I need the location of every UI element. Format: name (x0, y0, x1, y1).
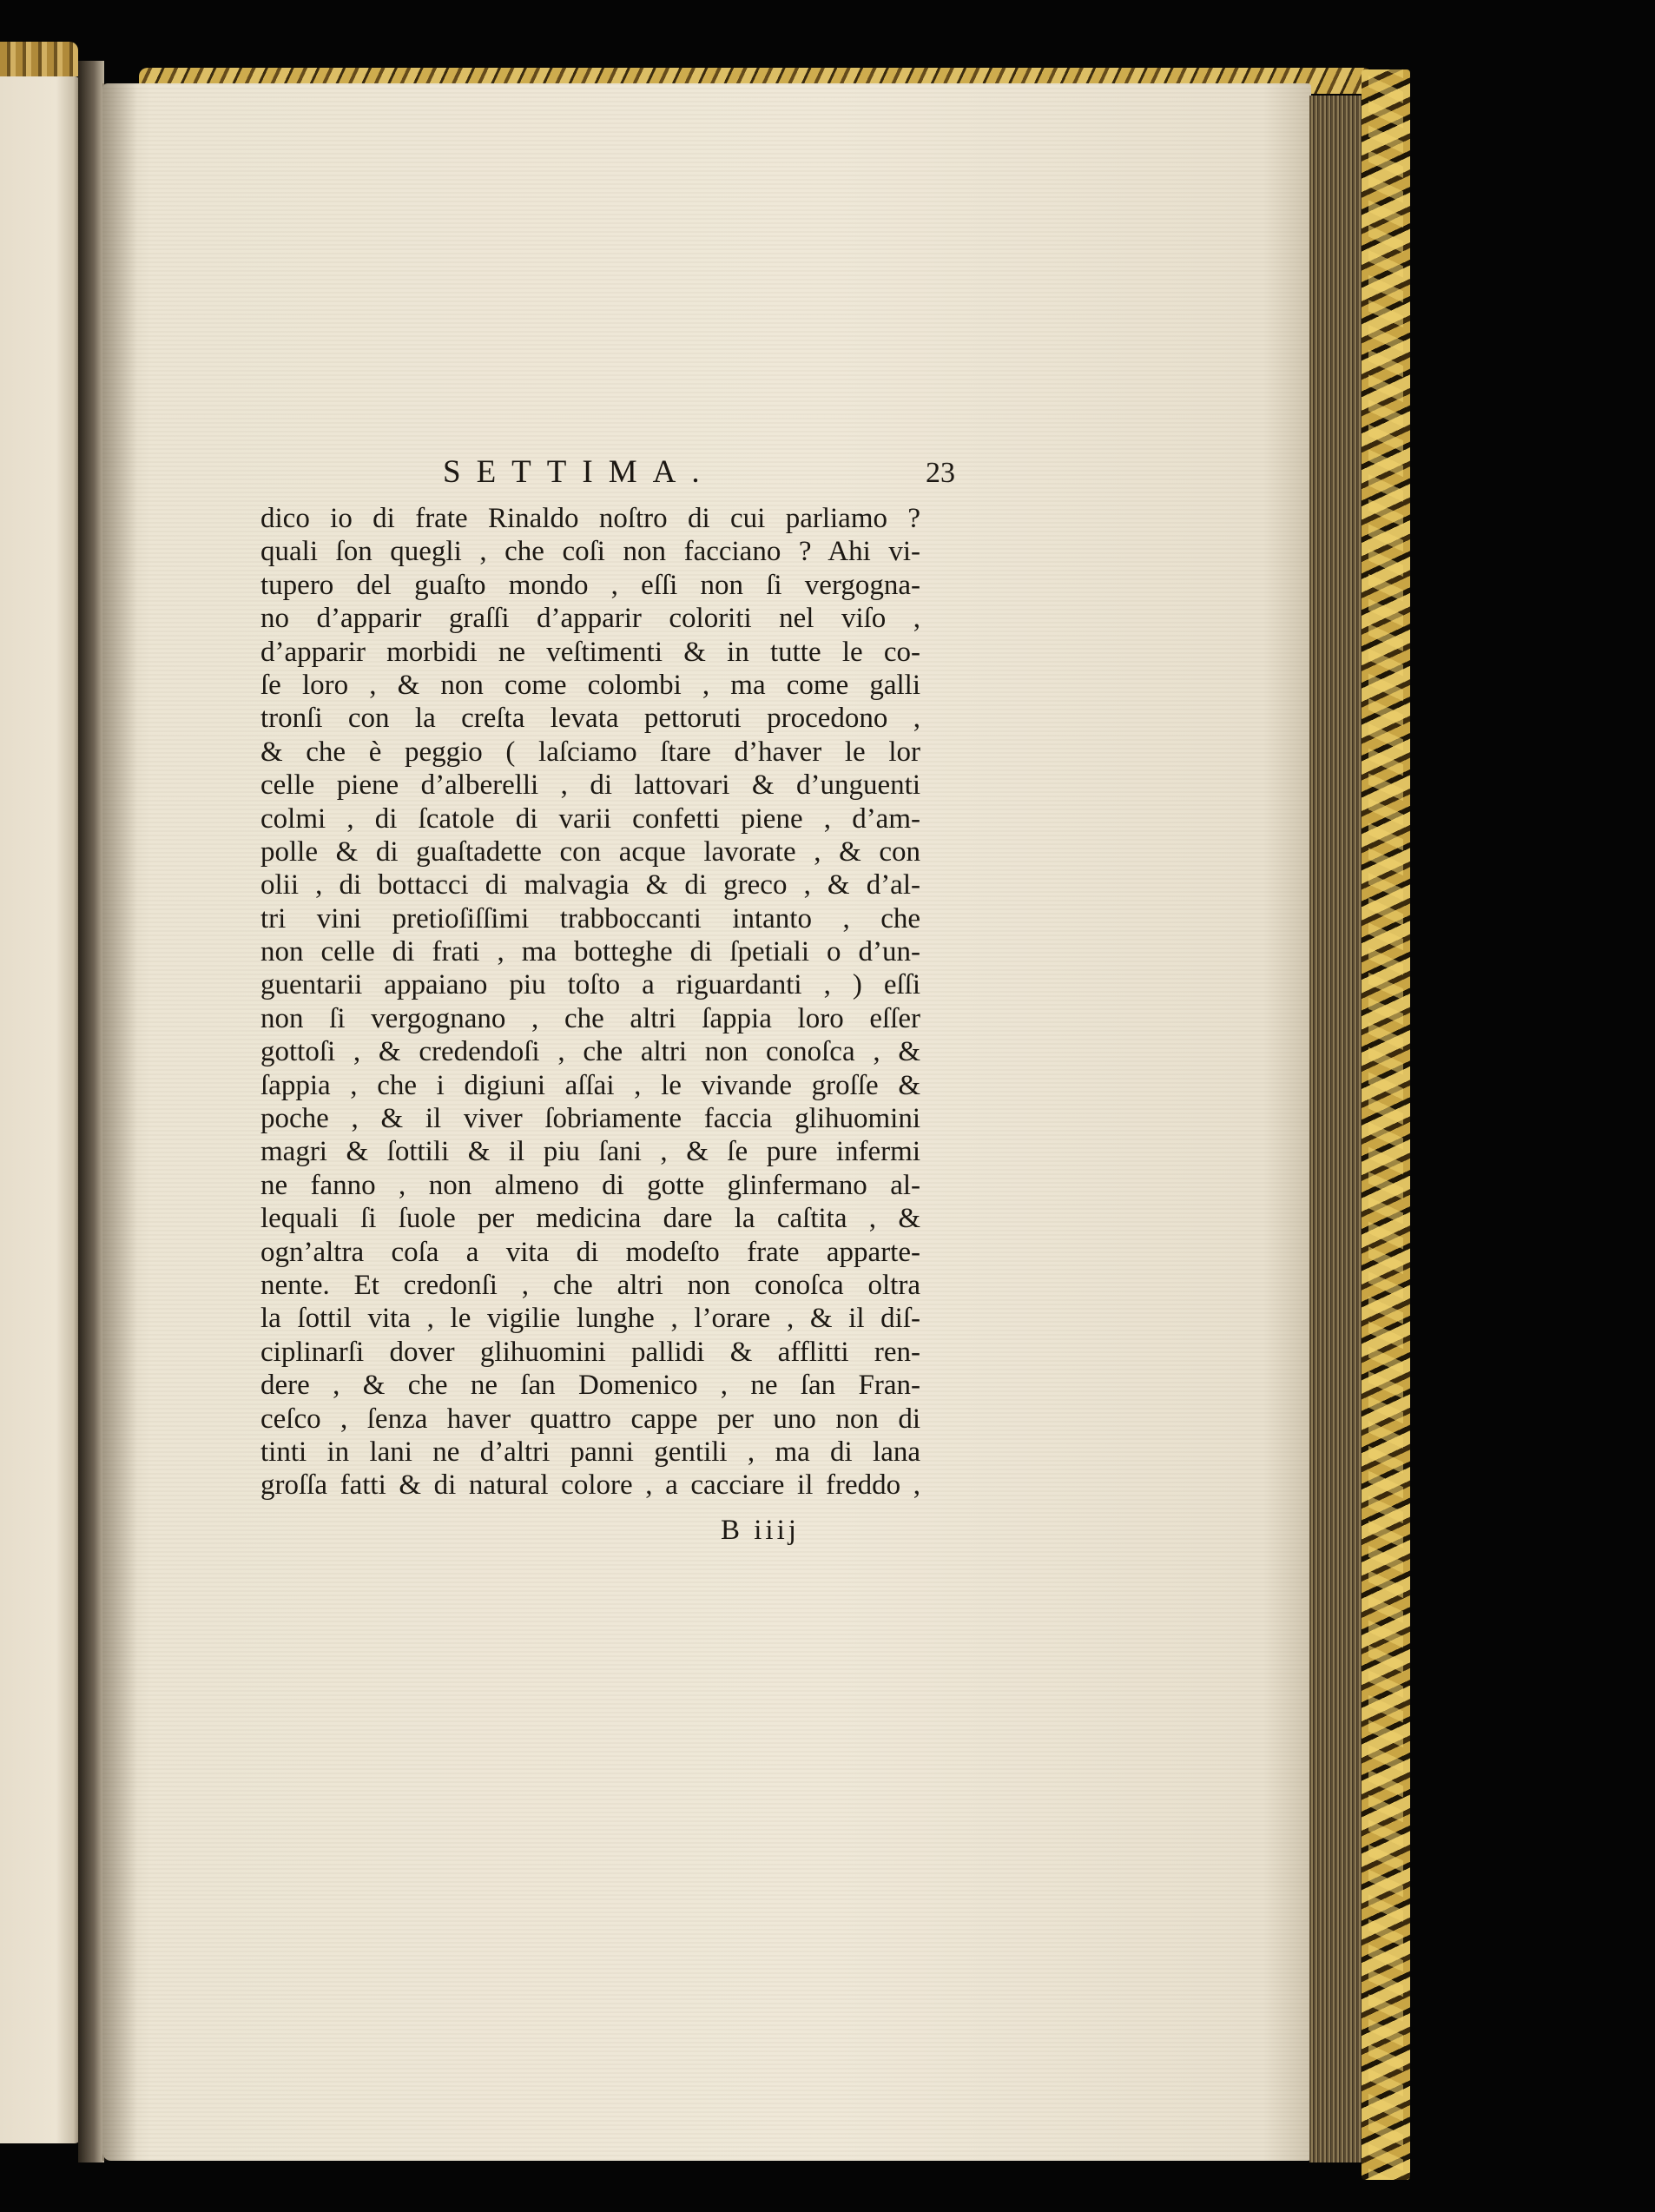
text-line: & che è peggio ( laſciamo ſtare d’haver le lor (260, 736, 920, 768)
text-line: celle piene d’alberelli , di lattovari & d’unguenti (260, 769, 920, 802)
cover-gilt-pattern (1368, 69, 1403, 2180)
text-line: ſappia , che i digiuni aſſai , le vivande groſſe & (260, 1069, 920, 1101)
text-line: d’apparir morbidi ne veſtimenti & in tutte le co- (260, 636, 920, 668)
text-line: dere , & che ne ſan Domenico , ne ſan Fran- (260, 1370, 920, 1402)
text-line: colmi , di ſcatole di varii confetti piene , d’am- (260, 802, 920, 835)
text-line: poche , & il viver ſobriamente faccia glihuomini (260, 1103, 920, 1135)
text-line: tinti in lani ne d’altri panni gentili , ma di lana (260, 1436, 920, 1468)
gutter-shadow (102, 83, 137, 2161)
page-number: 23 (926, 457, 955, 489)
text-line: ceſco , ſenza haver quattro cappe per uno non di (260, 1403, 920, 1435)
text-line: tupero del guaſto mondo , eſſi non ſi vergogna- (260, 569, 920, 601)
book-gutter (78, 61, 104, 2162)
text-line: non celle di frati , ma botteghe di ſpetiali o d’un- (260, 936, 920, 968)
body-text (260, 502, 920, 1502)
text-line: tri vini pretioſiſſimi trabboccanti intanto , che (260, 902, 920, 934)
text-line: polle & di guaſtadette con acque lavorate , & con (260, 835, 920, 868)
signature-line (260, 1502, 955, 1555)
text-line: guentarii appaiano piu toſto a riguardanti , ) eſſi (260, 969, 920, 1001)
text-line: ogn’altra coſa a vita di modeſto frate apparte- (260, 1236, 920, 1268)
text-line: ſe loro , & non come colombi , ma come galli (260, 669, 920, 701)
signature-mark: B iiij (721, 1514, 800, 1546)
running-head (260, 453, 955, 502)
text-line: dico io di frate Rinaldo noſtro di cui parliamo ? (260, 503, 920, 534)
text-line: ciplinarſi dover glihuomini pallidi & afflitti ren- (260, 1336, 920, 1368)
left-facing-page (0, 76, 80, 2143)
text-line: la ſottil vita , le vigilie lunghe , l’orare , & il diſ- (260, 1303, 920, 1335)
fore-edge-pages (1309, 96, 1365, 2162)
text-line: tronſi con la creſta levata pettoruti procedono , (260, 703, 920, 735)
text-line: no d’apparir graſſi d’apparir coloriti nel viſo , (260, 603, 920, 635)
running-head-title: SETTIMA. (443, 454, 715, 490)
text-line: ne fanno , non almeno di gotte glinfermano al- (260, 1169, 920, 1201)
text-line: quali ſon quegli , che coſi non facciano ? Ahi vi- (260, 536, 920, 568)
text-line: nente. Et credonſi , che altri non conoſca oltra (260, 1269, 920, 1301)
left-page-gilt-edge (0, 42, 78, 76)
text-block (260, 453, 955, 1555)
text-line: groſſa fatti & di natural colore , a cacciare il freddo , (260, 1469, 920, 1502)
text-line: olii , di bottacci di malvagia & di greco , & d’al- (260, 869, 920, 901)
text-line: non ſi vergognano , che altri ſappia loro eſſer (260, 1002, 920, 1034)
text-line: lequali ſi ſuole per medicina dare la caſtita , & (260, 1203, 920, 1235)
text-line: magri & ſottili & il piu ſani , & ſe pure infermi (260, 1136, 920, 1168)
text-line: gottoſi , & credendoſi , che altri non conoſca , & (260, 1036, 920, 1068)
